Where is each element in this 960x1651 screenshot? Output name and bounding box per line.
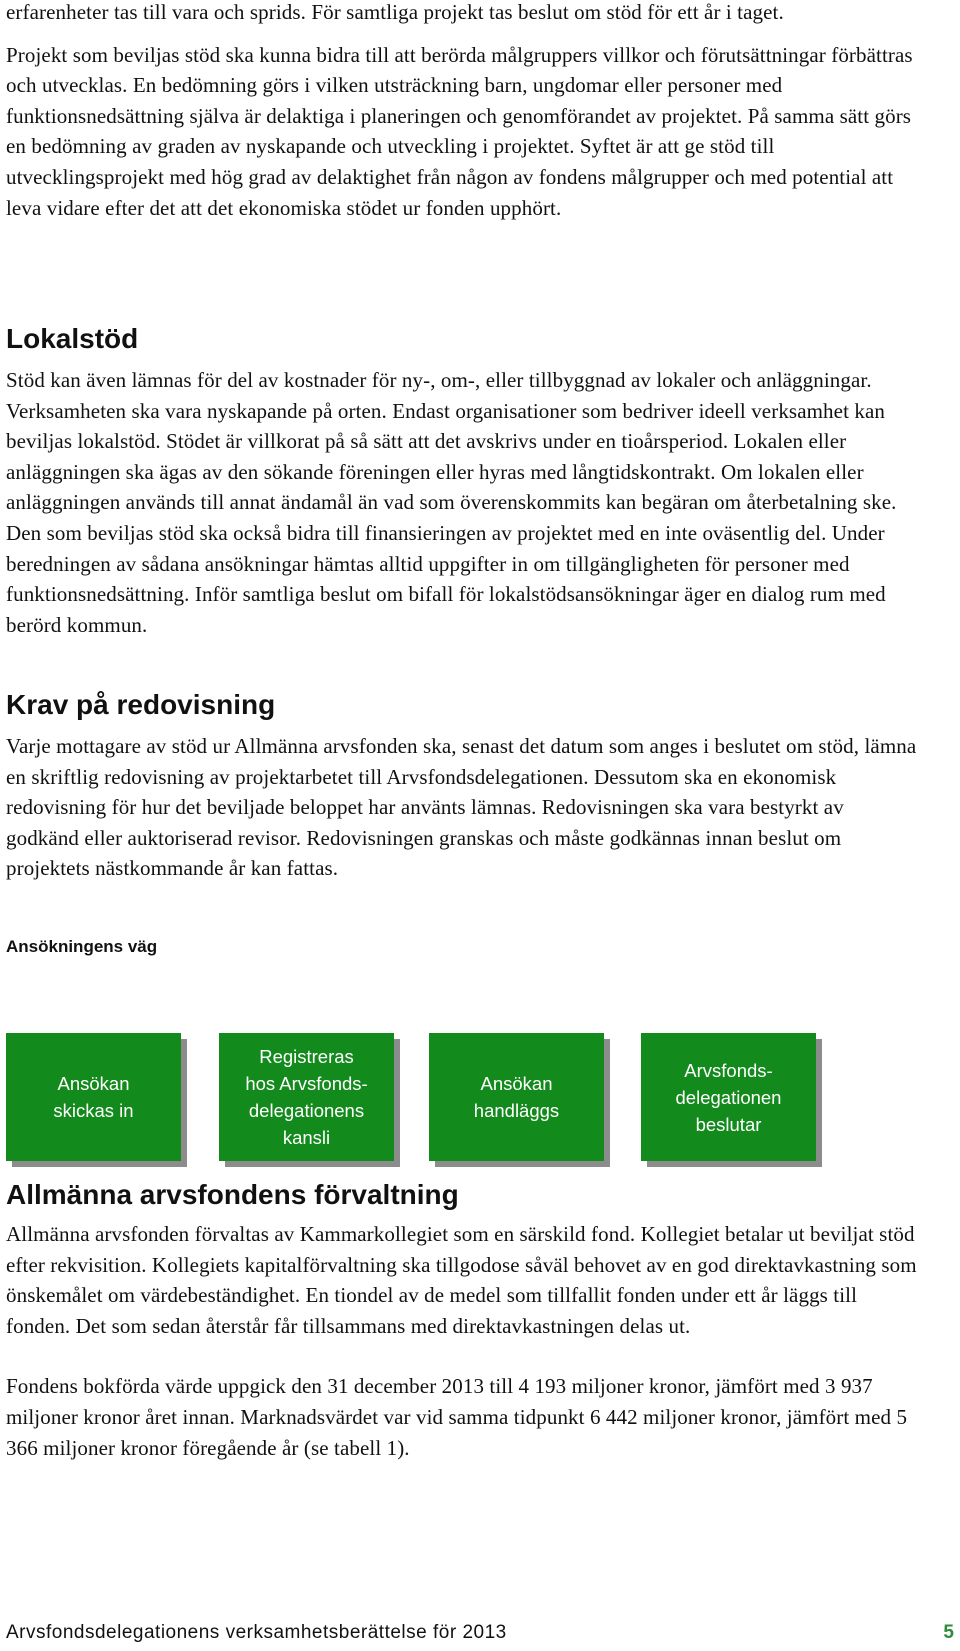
lokalstod-paragraph: Stöd kan även lämnas för del av kostnader för ny-, om-, eller tillbyggnad av lokaler och anläggningar. Verksamheten ska vara nyskapande på orten. Endast organisationer som bedriver ideell verksamhet kan beviljas lokalstöd. Stödet är villkorat på så sätt att det avskrivs under en tioårsperiod. Lokalen eller anläggningen ska ägas av den sökande föreningen eller hyras med långtidskontrakt. Om lokalen eller anläggningen används till annat ändamål än vad som överenskommits kan begäran om återbetalning ske. Den som beviljas stöd ska också bidra till finansieringen av projektet med en inte oväsentlig del. Under beredningen av sådana ansökningar hämtas alltid uppgifter in om tillgängligheten för personer med funktionsnedsättning. Inför samtliga beslut om bifall för lokalstödsansökningar äger en dialog rum med berörd kommun. [6, 368, 897, 637]
page-number: 5 [943, 1622, 954, 1643]
flow-step-label: Ansökan skickas in [53, 1073, 134, 1121]
footer-title: Arvsfondsdelegationens verksamhetsberättelse för 2013 [6, 1622, 507, 1643]
redovisning-heading: Krav på redovisning [6, 689, 276, 720]
forvaltning-paragraph-2: Fondens bokförda värde uppgick den 31 december 2013 till 4 193 miljoner kronor, jämfört med 3 937 miljoner kronor året innan. Marknadsvärdet var vid samma tidpunkt 6 442 miljoner kronor, jämfört med 5 366 miljoner kronor föregående år (se tabell 1). [6, 1374, 908, 1460]
intro-section [6, 0, 922, 223]
flow-step-submit [6, 1033, 181, 1161]
flow-step-register [219, 1033, 394, 1161]
lokalstod-heading: Lokalstöd [6, 323, 139, 354]
flow-step-label: Registreras hos Arvsfonds- delegationens kansli [245, 1046, 368, 1148]
flow-step-decision [641, 1033, 816, 1161]
forvaltning-section [6, 1219, 922, 1463]
intro-paragraph-2: Projekt som beviljas stöd ska kunna bidra till att berörda målgruppers villkor och förutsättningar förbättras och utvecklas. En bedömning görs i vilken utsträckning barn, ungdomar eller personer med funktionsnedsättning själva är delaktiga i planeringen och genomförandet av projektet. På samma sätt görs en bedömning av graden av nyskapande och utveckling i projektet. Syftet är att ge stöd till utvecklingsprojekt med hög grad av delaktighet från någon av fondens målgrupper och med potential att leva vidare efter det att det ekonomiska stödet ur fonden upphört. [6, 42, 913, 220]
flow-step-process [429, 1033, 604, 1161]
flow-step-label: Ansökan handläggs [473, 1073, 560, 1121]
intro-paragraph-1: erfarenheter tas till vara och sprids. För samtliga projekt tas beslut om stöd för ett år i taget. [6, 0, 784, 24]
forvaltning-paragraph-1: Allmänna arvsfonden förvaltas av Kammarkollegiet som en särskild fond. Kollegiet betalar ut beviljat stöd efter rekvisition. Kollegiets kapitalförvaltning ska tillgodose såväl behovet av en god direktavkastning som önskemålet om värdebeständighet. En tiondel av de medel som tillfallit fonden under ett år läggs till fonden. Det som sedan återstår får tillsammans med direktavkastningen delas ut. [6, 1222, 917, 1338]
redovisning-section [6, 731, 922, 884]
flow-step-label: Arvsfonds- delegationen beslutar [675, 1059, 782, 1135]
lokalstod-section [6, 365, 922, 640]
forvaltning-heading: Allmänna arvsfondens förvaltning [6, 1179, 459, 1210]
redovisning-paragraph: Varje mottagare av stöd ur Allmänna arvsfonden ska, senast det datum som anges i beslutet om stöd, lämna en skriftlig redovisning av projektarbetet till Arvsfondsdelegationen. Dessutom ska en ekonomisk redovisning för hur det beviljade beloppet har använts lämnas. Redovisningen ska vara bestyrkt av godkänd eller auktoriserad revisor. Redovisningen granskas och måste godkännas innan beslut om projektets nästkommande år kan fattas. [6, 734, 917, 881]
flow-heading: Ansökningens väg [6, 937, 158, 956]
page-footer [6, 1620, 954, 1646]
